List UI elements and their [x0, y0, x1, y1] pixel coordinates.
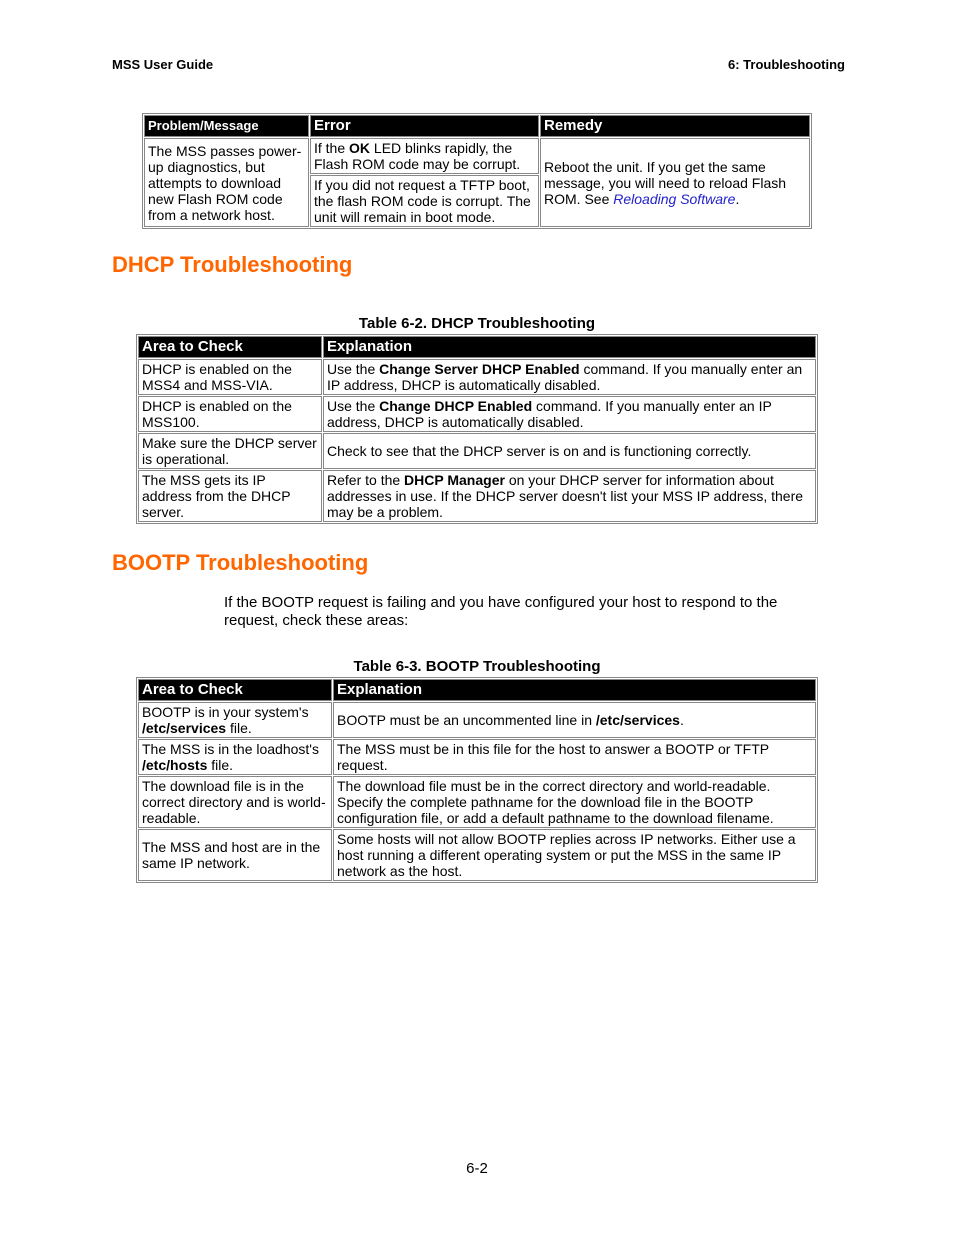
area-text: file.: [207, 757, 234, 773]
explanation-text: Use the: [327, 398, 380, 414]
table-row: [138, 396, 816, 432]
explanation-text: Use the: [327, 361, 380, 377]
explanation-text: .: [679, 712, 684, 728]
table-row: [138, 739, 816, 775]
area-text: The download file is in the correct directory and is world-readable.: [142, 778, 326, 826]
file-path: /etc/hosts: [142, 757, 208, 773]
explanation-text: command. If you manually enter an IP address, DHCP is automatically disabled.: [327, 398, 772, 430]
command-name: Change Server DHCP Enabled: [379, 361, 580, 377]
flash-rom-table: [142, 113, 812, 229]
error-cell-2: If you did not request a TFTP boot, the flash ROM code is corrupt. The unit will remain in boot mode.: [310, 175, 539, 227]
table-header-row: [144, 115, 810, 137]
col-header-area: Area to Check: [138, 679, 332, 701]
area-cell: [138, 776, 332, 828]
error-text: LED blinks rapidly, the Flash ROM code may be corrupt.: [314, 140, 521, 172]
remedy-text: Reboot the unit. If you get the same message, you will need to reload Flash ROM. See: [544, 158, 787, 207]
explanation-cell: [333, 829, 816, 881]
explanation-text: command. If you manually enter an IP address, DHCP is automatically disabled.: [327, 361, 803, 393]
explanation-cell: [333, 702, 816, 738]
explanation-cell: [333, 776, 816, 828]
table-row: [138, 702, 816, 738]
remedy-text: .: [735, 190, 740, 207]
table-row: [138, 470, 816, 522]
explanation-text: on your DHCP server for information about addresses in use. If the DHCP server doesn't list your MSS IP address, there may be a problem.: [327, 472, 804, 520]
bootp-table-caption: Table 6-3. BOOTP Troubleshooting: [353, 658, 601, 675]
dhcp-heading: DHCP Troubleshooting: [112, 252, 353, 277]
explanation-cell: [323, 359, 816, 395]
col-header-error: Error: [310, 115, 539, 137]
area-text: file.: [226, 720, 252, 736]
dhcp-table-caption: Table 6-2. DHCP Troubleshooting: [358, 315, 596, 332]
table-header-row: [138, 336, 816, 358]
bootp-table: [136, 677, 818, 883]
area-text: The MSS is in the loadhost's: [142, 741, 319, 757]
page-number: 6-2: [466, 1160, 488, 1177]
bootp-intro: If the BOOTP request is failing and you have configured your host to respond to the request, check these areas:: [224, 594, 778, 629]
explanation-text: The MSS must be in this file for the host to answer a BOOTP or TFTP request.: [337, 741, 769, 773]
area-cell: [138, 829, 332, 881]
file-path: /etc/services: [595, 712, 680, 728]
reloading-software-link[interactable]: Reloading Software: [613, 190, 736, 207]
remedy-cell: [540, 138, 810, 227]
error-text: If the: [314, 140, 350, 156]
col-header-problem: Problem/Message: [144, 115, 309, 137]
bootp-heading: BOOTP Troubleshooting: [112, 550, 369, 575]
explanation-text: Check to see that the DHCP server is on and is functioning correctly.: [327, 443, 752, 459]
area-cell: [138, 702, 332, 738]
explanation-cell: [323, 396, 816, 432]
error-cell-1: [310, 138, 539, 174]
explanation-text: The download file must be in the correct directory and world-readable. Specify the complete pathname for the download file in the BOOTP configuration file, or add a default pathname to the download filename.: [337, 778, 774, 826]
col-header-area: Area to Check: [138, 336, 322, 358]
dhcp-manager-label: DHCP Manager: [404, 472, 505, 488]
table-row: [138, 433, 816, 469]
explanation-cell: [323, 433, 816, 469]
dhcp-table: [136, 334, 818, 524]
problem-cell: The MSS passes power-up diagnostics, but attempts to download new Flash ROM code from a network host.: [144, 138, 309, 227]
table-row: [138, 829, 816, 881]
table-row: [138, 776, 816, 828]
area-cell: [138, 739, 332, 775]
area-cell: DHCP is enabled on the MSS4 and MSS-VIA.: [138, 359, 322, 395]
explanation-text: Some hosts will not allow BOOTP replies across IP networks. Either use a host running a different operating system or put the MSS in the same IP network as the host.: [337, 831, 796, 879]
command-name: Change DHCP Enabled: [379, 398, 533, 414]
col-header-explanation: Explanation: [323, 336, 816, 358]
explanation-cell: [333, 739, 816, 775]
area-cell: DHCP is enabled on the MSS100.: [138, 396, 322, 432]
explanation-cell: [323, 470, 816, 522]
area-text: BOOTP is in your system's: [142, 704, 309, 720]
ok-led-label: OK: [349, 140, 371, 156]
table-row: [144, 138, 810, 174]
explanation-text: BOOTP must be an uncommented line in: [337, 712, 596, 728]
area-cell: The MSS gets its IP address from the DHCP server.: [138, 470, 322, 522]
running-header-title: MSS User Guide: [112, 57, 214, 72]
running-header-chapter: 6: Troubleshooting: [728, 57, 845, 72]
table-row: [138, 359, 816, 395]
col-header-explanation: Explanation: [333, 679, 816, 701]
col-header-remedy: Remedy: [540, 115, 810, 137]
table-header-row: [138, 679, 816, 701]
area-cell: Make sure the DHCP server is operational.: [138, 433, 322, 469]
explanation-text: Refer to the: [327, 472, 405, 488]
file-path: /etc/services: [142, 720, 227, 736]
area-text: The MSS and host are in the same IP network.: [142, 839, 321, 871]
